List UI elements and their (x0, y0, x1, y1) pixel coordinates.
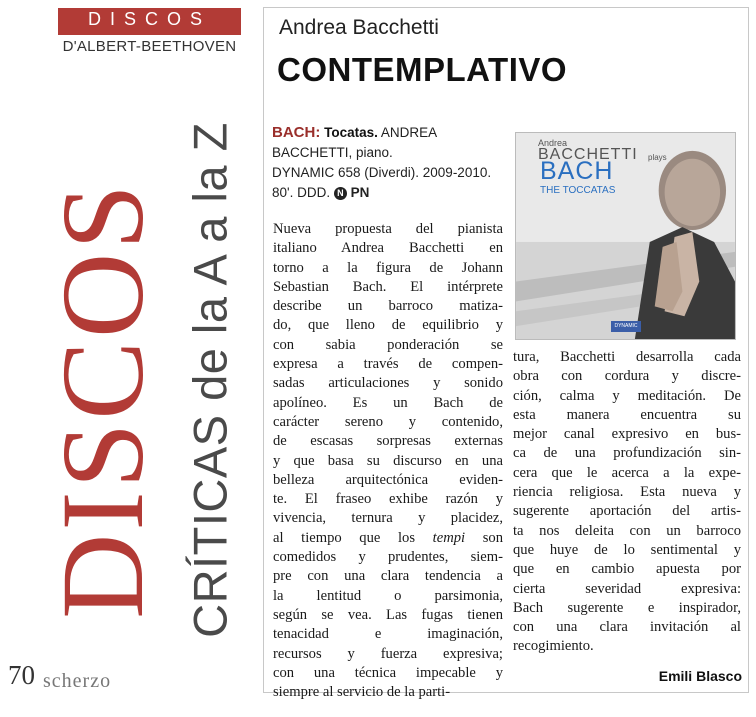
text-line: torno a la figura de Johann (273, 259, 503, 276)
text-line: Sebastian Bach. El intérprete (273, 278, 503, 295)
page-number: 70 (8, 660, 35, 690)
text-line: cera que le acerca a la expe- (513, 464, 741, 481)
section-tagline: CRÍTICAS de la A a la Z (183, 122, 237, 638)
text-line: cierta severidad expresiva: (513, 580, 741, 597)
review-column-1 (273, 220, 503, 702)
format-line (272, 183, 506, 203)
reviewer-name: Emili Blasco (658, 668, 742, 684)
text-line: al tiempo que los tempi son (273, 529, 504, 546)
magazine-logo: scherzo (43, 670, 112, 692)
text-line: con sabia ponderación se (273, 336, 503, 353)
cover-last-name: BACCHETTI (538, 146, 638, 163)
text-line: esta manera encuentra su (513, 406, 741, 423)
text-line: sadas articulaciones y sonido (273, 375, 503, 392)
text-line: mejor canal expresivo en bus- (513, 426, 741, 443)
text-line: que huye de lo sentimental y (513, 541, 741, 558)
text-line: carácter sereno y contenido, (273, 413, 503, 430)
work-title: Tocatas. (324, 125, 378, 140)
cover-composer: BACH (540, 157, 614, 185)
cover-album-title: THE TOCCATAS (540, 185, 616, 196)
catalog-info: DYNAMIC 658 (Diverdi). 2009-2010. (272, 165, 492, 180)
text-line: ca de una profundización sin- (513, 445, 741, 462)
text-line: do, que lleno de equilibrio y (273, 317, 503, 334)
performer-2: BACCHETTI, piano. (272, 145, 393, 160)
album-cover (515, 132, 736, 340)
record-details (272, 123, 506, 203)
text-line: obra con cordura y discre- (513, 368, 741, 385)
cover-label-logo: DYNAMIC (611, 321, 641, 332)
performer: ANDREA (380, 125, 438, 140)
text-line: comedidos y prudentes, siem- (273, 549, 503, 566)
text-line: belleza arquitectónica eviden- (273, 471, 503, 488)
section-subtitle: D'ALBERT-BEETHOVEN (62, 38, 237, 55)
review-headline: CONTEMPLATIVO (277, 51, 568, 88)
text-line: tura, Bacchetti desarrolla cada (513, 349, 741, 365)
big-section-word: DISCOS (37, 181, 168, 619)
new-release-badge: N (334, 187, 347, 200)
review-artist: Andrea Bacchetti (279, 16, 439, 39)
composer: BACH: (272, 124, 321, 141)
text-line: ta nos deleita con un barroco (513, 522, 741, 539)
price-code: PN (350, 185, 370, 200)
text-line: te. El fraseo exhibe razón y (273, 491, 503, 508)
section-name: DISCOS (87, 9, 211, 29)
text-line: con una clara invitación al (513, 619, 741, 636)
text-line: expresa a través de compen- (273, 356, 503, 373)
text-line: riencia religiosa. Esta nueva y (513, 484, 741, 501)
text-line: de escasas sorpresas externas (273, 433, 503, 450)
review-column-2 (513, 348, 741, 657)
text-line: y que basa su discurso en una (273, 452, 503, 469)
text-line: italiano Andrea Bacchetti en (273, 240, 503, 257)
text-line: tenacidad e imaginación, (273, 626, 503, 643)
section-banner (58, 8, 241, 35)
cover-plays: plays (648, 153, 667, 162)
duration-format: 80'. DDD. (272, 185, 331, 200)
text-line: Nueva propuesta del pianista (273, 221, 503, 237)
text-line: que en cambio apuesta por (513, 561, 741, 578)
text-line: según se vea. Las fugas tienen (273, 606, 503, 623)
text-line: con una técnica impecable y (273, 664, 503, 681)
text-line: siempre al servicio de la parti- (273, 684, 451, 701)
text-line: recogimiento. (513, 638, 594, 655)
text-line: Bach sugerente e inspirador, (513, 599, 741, 616)
text-line: pre con una clara tendencia a (273, 568, 503, 585)
text-line: ción, calma y meditación. De (513, 387, 741, 404)
text-line: vivencia, ternura y placidez, (273, 510, 503, 527)
text-line: sugerente aportación del artis- (513, 503, 741, 520)
text-line: apolíneo. Es un Bach de (273, 394, 503, 411)
text-line: recursos y fuerza expresiva; (273, 645, 503, 662)
text-line: la lentitud o parsimonia, (273, 587, 503, 604)
cover-first-name: Andrea (538, 138, 568, 148)
text-line: describe un barroco matiza- (273, 298, 503, 315)
